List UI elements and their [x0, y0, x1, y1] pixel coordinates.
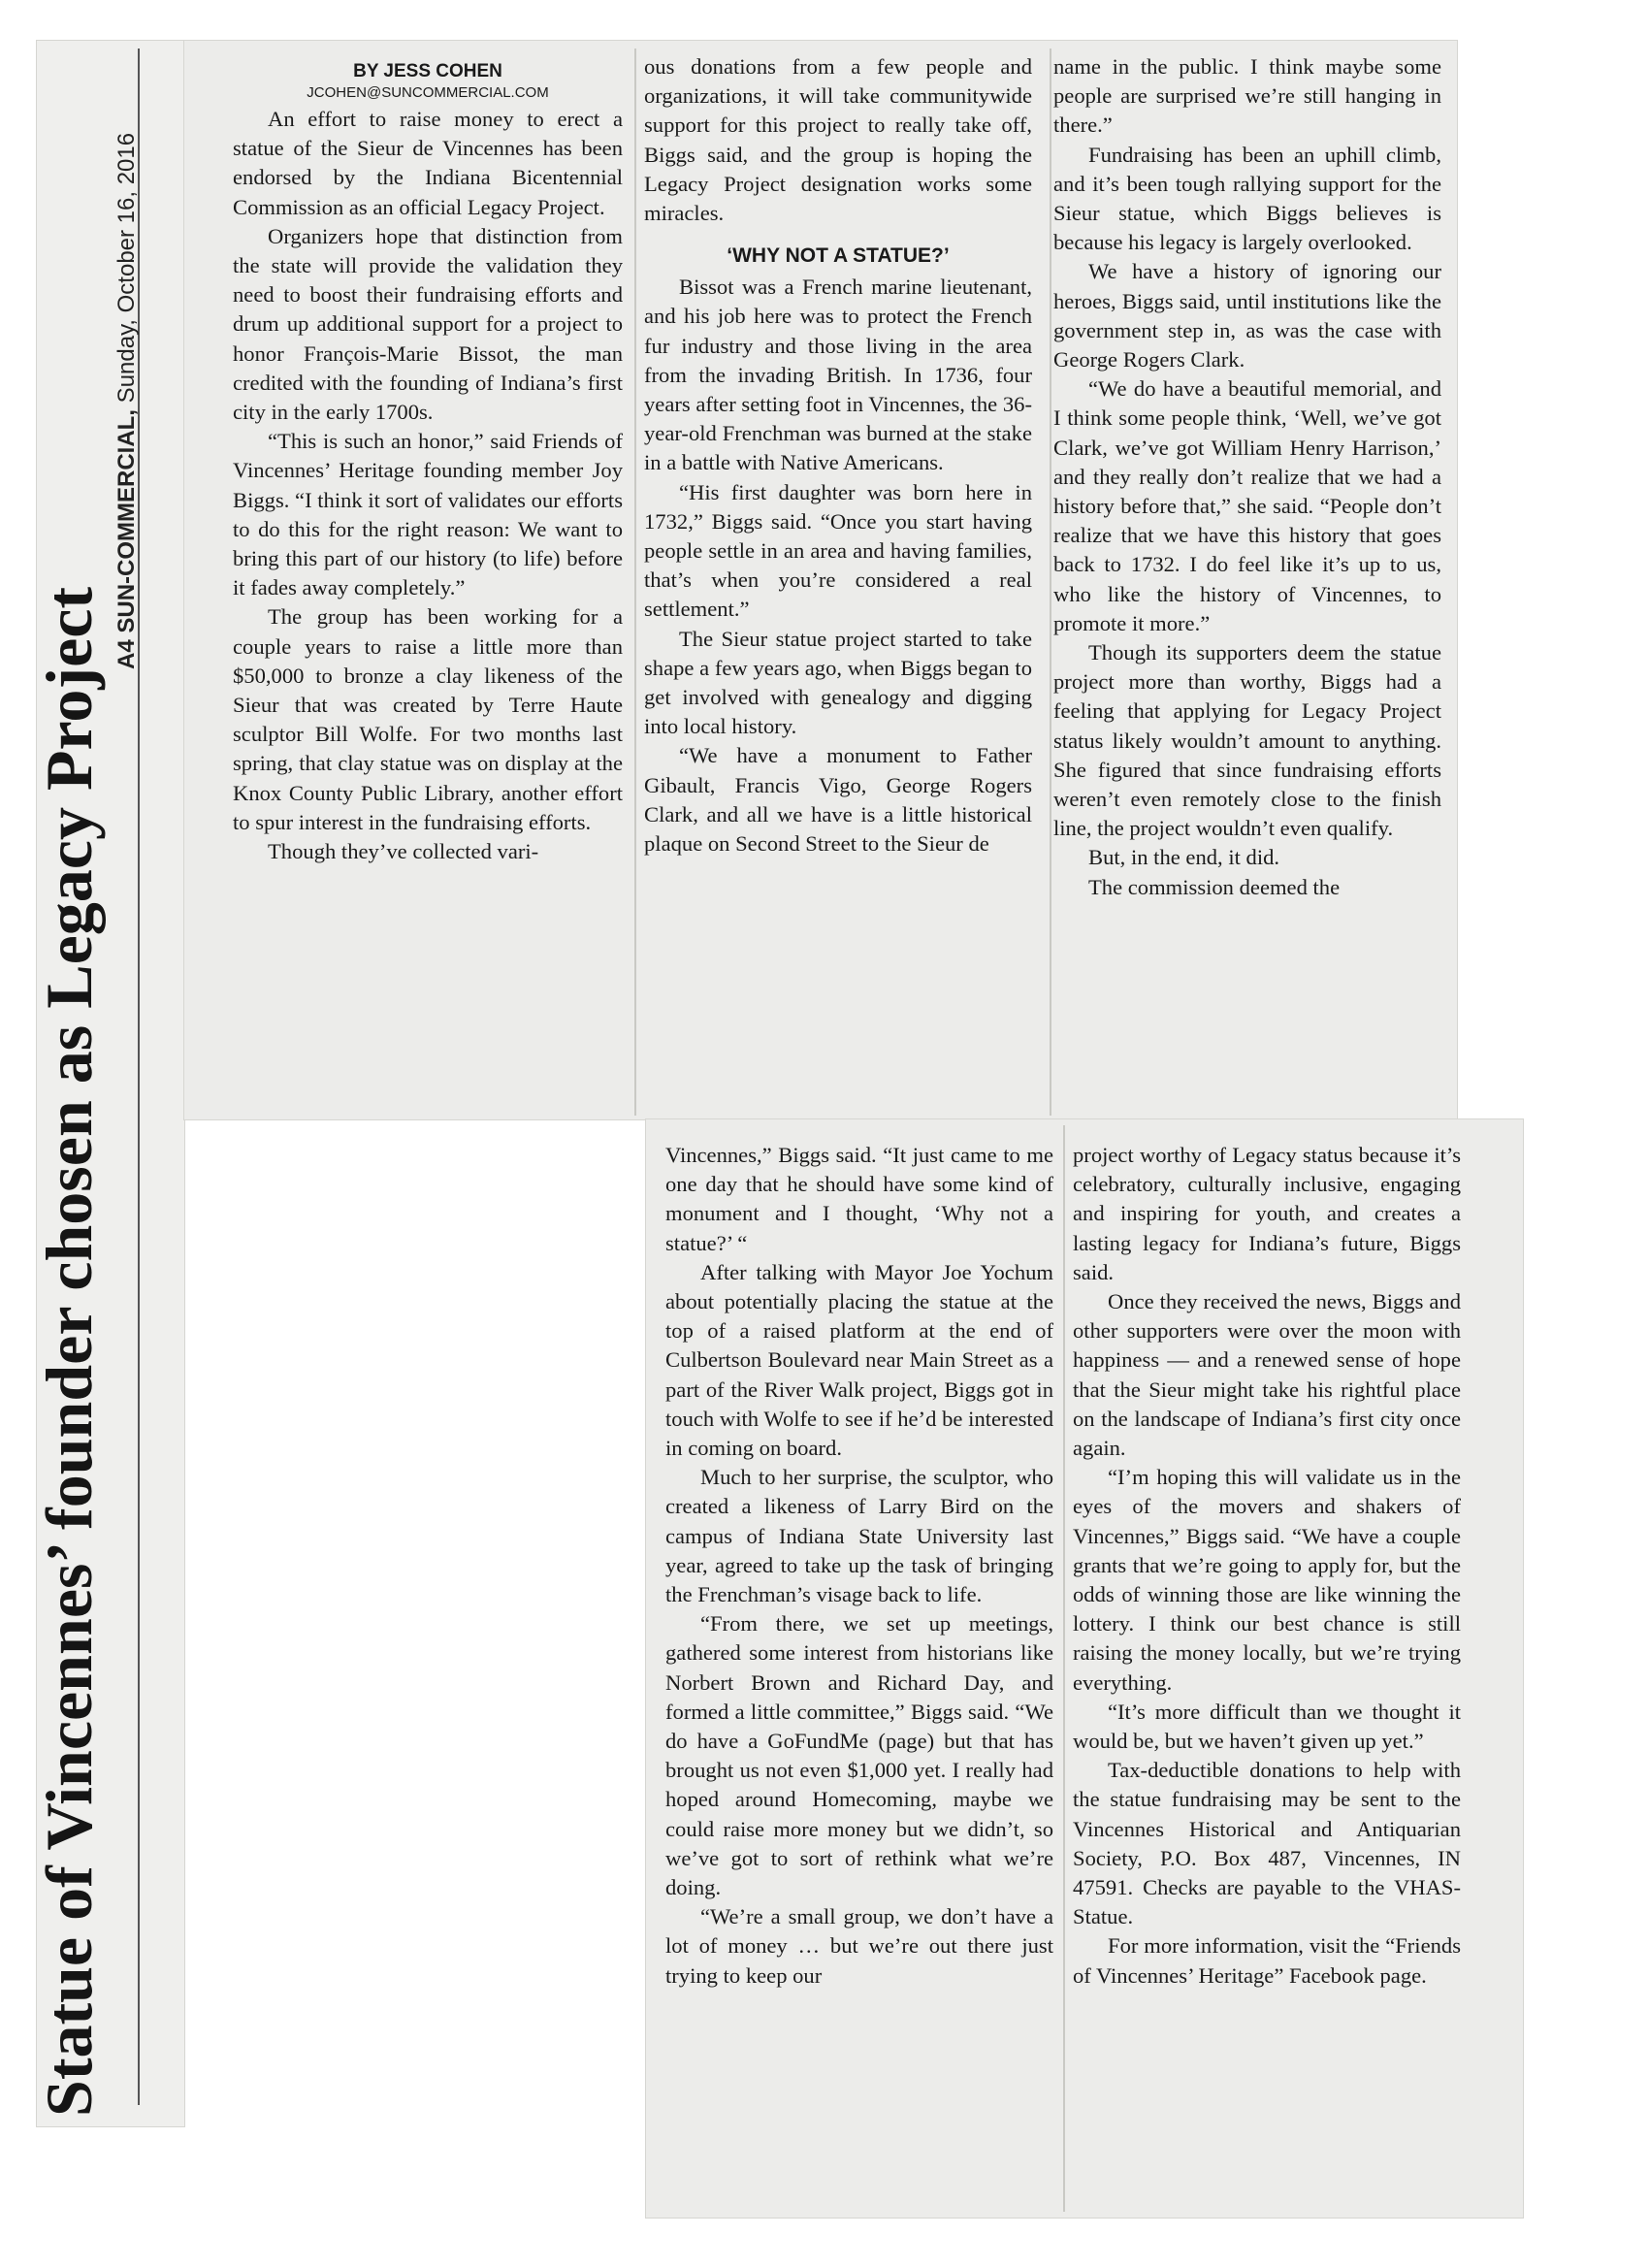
paragraph: Tax-deductible donations to help with the statue fundraising may be sent to the Vincennes Historical and Antiquarian Society, P.O. Box 487, Vincennes, IN 47591. Checks are payable to the VHAS-Statue.: [1073, 1758, 1461, 1929]
paragraph: “I’m hoping this will validate us in the eyes of the movers and shakers of Vincennes,” Biggs said. “We have a couple grants that we’re going to apply for, but the odds of winning those are like winning the lottery. I think our best chance is still raising the money locally, but we’re trying everything.: [1073, 1465, 1461, 1695]
paragraph: Much to her surprise, the sculptor, who created a likeness of Larry Bird on the campus of Indiana State University last year, agreed to take up the task of bringing the Frenchman’s visage back to life.: [665, 1465, 1053, 1607]
paragraph: ous donations from a few people and organizations, it will take communitywide support for this project to really take off, Biggs said, and the group is hoping the Legacy Project designation works some miracles.: [644, 54, 1032, 226]
paragraph: Once they received the news, Biggs and other supporters were over the moon with happiness — and a renewed sense of hope that the Sieur might take his rightful place on the landscape of Indiana’s first city once again.: [1073, 1289, 1461, 1461]
subheading: ‘WHY NOT A STATUE?’: [727, 244, 950, 268]
paragraph: Fundraising has been an uphill climb, and it’s been tough rallying support for the Sieur statue, which Biggs believes is because his legacy is largely overlooked.: [1053, 142, 1441, 255]
paragraph: Though they’ve collected vari-: [268, 839, 539, 864]
paragraph: “This is such an honor,” said Friends of Vincennes’ Heritage founding member Joy Biggs. “I think it sort of validates our efforts to do this for the right reason: We want to bring this part of our history (to life) before it fades away completely.”: [233, 429, 623, 600]
paragraph: “We do have a beautiful memorial, and I think some people think, ‘Well, we’ve got Clark, we’ve got William Henry Harrison,’ and they really don’t realize that we had a history before that,” she said. “People don’t realize that we have this history that goes back to 1732. I do feel like it’s up to us, who like the history of Vincennes, to promote it more.”: [1053, 376, 1441, 635]
paragraph: Vincennes,” Biggs said. “It just came to me one day that he should have some kind of monument and I thought, ‘Why not a statue?’ “: [665, 1143, 1053, 1255]
byline: BY JESS COHEN: [353, 61, 502, 81]
paper-name: SUN-COMMERCIAL,: [113, 408, 140, 633]
paragraph: “His first daughter was born here in 1732,” Biggs said. “Once you start having people settle in an area and having families, that’s when you’re considered a real settlement.”: [644, 479, 1032, 622]
dateline: [113, 133, 141, 669]
paragraph: “From there, we set up meetings, gathered some interest from historians like Norbert Brown and Richard Day, and formed a little committee,” Biggs said. “We do have a GoFundMe (page) but that has brought us not even $1,000 yet. I really had hoped around Homecoming, maybe we could raise more money but we didn’t, so we’ve got to sort of rethink what we’re doing.: [665, 1611, 1053, 1900]
paragraph: “We have a monument to Father Gibault, Francis Vigo, George Rogers Clark, and all we have is a little historical plaque on Second Street to the Sieur de: [644, 743, 1032, 857]
page-number: A4: [113, 639, 140, 669]
publication-date: Sunday, October 16, 2016: [113, 132, 140, 404]
paragraph: The group has been working for a couple years to raise a little more than $50,000 to bronze a clay likeness of the Sieur that was created by Terre Haute sculptor Bill Wolfe. For two months last spring, that clay statue was on display at the Knox County Public Library, another effort to spur interest in the fundraising efforts.: [233, 604, 623, 834]
column-3: [1053, 52, 1441, 902]
author-email: JCOHEN@SUNCOMMERCIAL.COM: [307, 84, 549, 101]
paragraph: But, in the end, it did.: [1088, 845, 1280, 870]
column-2: [644, 52, 1032, 859]
paragraph: The commission deemed the: [1088, 874, 1341, 899]
paragraph: The Sieur statue project started to take shape a few years ago, when Biggs began to get involved with genealogy and digging into local history.: [644, 626, 1032, 739]
paragraph: Organizers hope that distinction from the state will provide the validation they need to boost their fundraising efforts and drum up additional support for a project to honor François-Marie Bissot, the man credited with the founding of Indiana’s first city in the early 1700s.: [233, 223, 623, 425]
column-seam: [634, 49, 636, 1116]
paragraph: project worthy of Legacy status because it’s celebratory, culturally inclusive, engaging and inspiring for youth, and creates a lasting legacy for Indiana’s future, Biggs said.: [1073, 1143, 1461, 1284]
paragraph: “It’s more difficult than we thought it would be, but we haven’t given up yet.”: [1073, 1699, 1461, 1754]
paragraph: name in the public. I think maybe some people are surprised we’re still hanging in there.”: [1053, 54, 1441, 138]
column-1: [233, 45, 623, 866]
paragraph: Bissot was a French marine lieutenant, and his job here was to protect the French fur industry and those living in the area from the invading British. In 1736, four years after setting foot in Vincennes, the 36-year-old Frenchman was burned at the stake in a battle with Native Americans.: [644, 275, 1032, 475]
column-seam: [1050, 49, 1051, 1116]
headline: Statue of Vincennes’ founder chosen as Legacy Project: [32, 586, 106, 2117]
paragraph: “We’re a small group, we don’t have a lot of money … but we’re out there just trying to keep our: [665, 1904, 1053, 1988]
paragraph: An effort to raise money to erect a statue of the Sieur de Vincennes has been endorsed by the Indiana Bicentennial Commission as an official Legacy Project.: [233, 107, 623, 219]
column-4: [665, 1141, 1053, 1991]
paragraph: Though its supporters deem the statue project more than worthy, Biggs had a feeling that applying for Legacy Project status likely wouldn’t amount to anything. She figured that since fundraising efforts weren’t even remotely close to the finish line, the project wouldn’t even qualify.: [1053, 640, 1441, 841]
column-5: [1073, 1141, 1461, 1991]
paragraph: We have a history of ignoring our heroes, Biggs said, until institutions like the government step in, as was the case with George Rogers Clark.: [1053, 259, 1441, 373]
column-seam: [1063, 1125, 1065, 2212]
paragraph: After talking with Mayor Joe Yochum about potentially placing the statue at the top of a raised platform at the end of Culbertson Boulevard near Main Street as a part of the River Walk project, Biggs got in touch with Wolfe to see if he’d be interested in coming on board.: [665, 1259, 1053, 1461]
paragraph: For more information, visit the “Friends of Vincennes’ Heritage” Facebook page.: [1073, 1933, 1461, 1988]
